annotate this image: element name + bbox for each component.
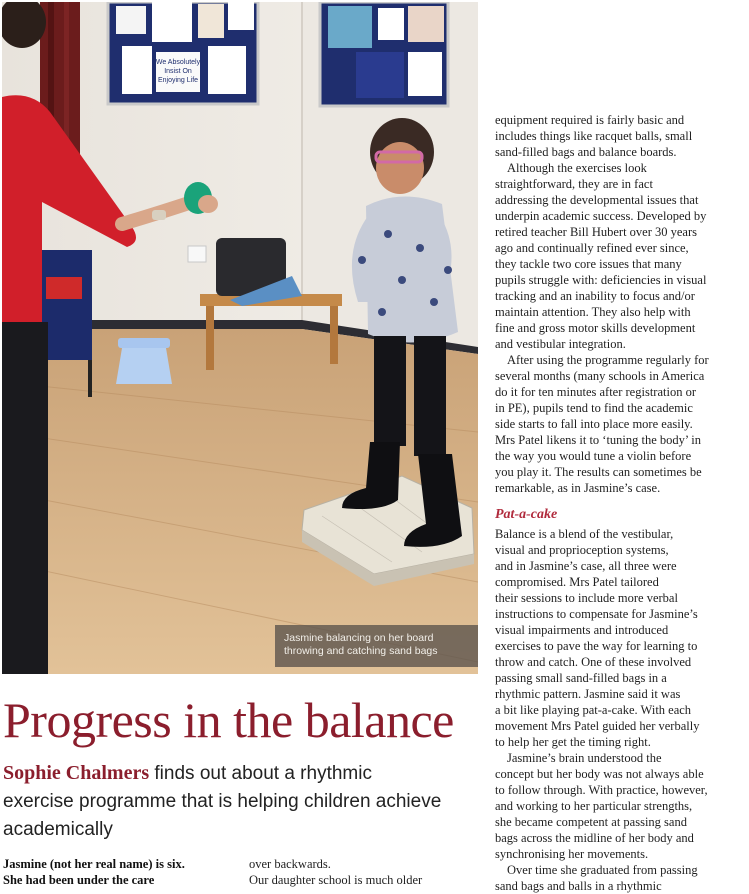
body-line: addressing the developmental issues that — [495, 193, 699, 207]
body-line: retired teacher Bill Hubert over 30 years — [495, 225, 697, 239]
body-line: instructions to compensate for Jasmine’s — [495, 607, 698, 621]
intro-line: Jasmine (not her real name) is six. — [3, 857, 185, 871]
body-line: exercises to pave the way for learning to — [495, 639, 698, 653]
body-line: tracking and an inability to focus and/or — [495, 289, 695, 303]
body-column-3 — [495, 112, 727, 894]
paragraph — [495, 112, 727, 160]
body-line: side starts to fall into place more easily. — [495, 417, 693, 431]
body-line: and vestibular integration. — [495, 337, 626, 351]
standfirst-text: finds out about a rhythmic — [149, 763, 372, 784]
photo-caption — [275, 625, 478, 667]
body-line: over backwards. — [249, 857, 331, 871]
body-line: maintain attention. They also help with — [495, 305, 691, 319]
body-line: throw and catch. One of these involved — [495, 655, 692, 669]
standfirst-text: exercise programme that is helping children achieve — [3, 791, 442, 812]
body-line: Mrs Patel likens it to ‘tuning the body’ in — [495, 433, 701, 447]
paragraph — [495, 862, 727, 894]
poster-text-2: Insist On — [164, 68, 192, 75]
standfirst-text: academically — [3, 819, 113, 840]
body-line: visual impairments and introduced — [495, 623, 669, 637]
body-line: sand-filled bags and balance boards. — [495, 145, 677, 159]
body-line: After using the programme regularly for — [507, 353, 709, 367]
body-line: several months (many schools in America — [495, 369, 705, 383]
poster-text-1: We Absolutely — [155, 59, 201, 66]
body-line: she became competent at passing sand — [495, 815, 687, 829]
paragraph — [495, 526, 727, 750]
classroom-scene-illustration — [2, 2, 478, 674]
body-line: equipment required is fairly basic and — [495, 113, 685, 127]
paragraph — [495, 352, 727, 496]
body-line: rhythmic pattern. Jasmine said it was — [495, 687, 681, 701]
body-line: fine and gross motor skills development — [495, 321, 696, 335]
body-column-2 — [249, 856, 477, 888]
body-line: and in Jasmine’s case, all three were — [495, 559, 677, 573]
section-subheading: Pat-a-cake — [495, 507, 558, 522]
body-line: the way you would tune a violin before — [495, 449, 692, 463]
paragraph — [495, 750, 727, 862]
body-line: concept but her body was not always able — [495, 767, 704, 781]
body-line: compromised. Mrs Patel tailored — [495, 575, 659, 589]
author-name: Sophie Chalmers — [3, 762, 150, 784]
article-standfirst — [3, 759, 478, 844]
body-line: you play it. The results can sometimes be — [495, 465, 702, 479]
body-line: includes things like racquet balls, small — [495, 129, 693, 143]
body-line: Although the exercises look — [507, 161, 647, 175]
body-line: Balance is a blend of the vestibular, — [495, 527, 674, 541]
intro-line: She had been under the care — [3, 873, 155, 887]
body-line: in PE), pupils tend to find the academic — [495, 401, 693, 415]
body-line: remarkable, as in Jasmine’s case. — [495, 481, 661, 495]
body-line: Over time she graduated from passing — [507, 863, 698, 877]
body-column-1 — [3, 856, 243, 888]
body-line: movement Mrs Patel guided her verbally — [495, 719, 700, 733]
body-line: Our daughter school is much older — [249, 873, 423, 887]
body-line: ago and continually refined ever since, — [495, 241, 689, 255]
caption-line: throwing and catching sand bags — [284, 645, 438, 657]
body-line: they tackle two core issues that many — [495, 257, 682, 271]
body-line: and working to her particular strengths, — [495, 799, 693, 813]
body-line: Jasmine’s brain understood the — [507, 751, 662, 765]
body-line: to help her get the timing right. — [495, 735, 651, 749]
body-line: sand bags and balls in a rhythmic — [495, 879, 662, 893]
body-line: their sessions to include more verbal — [495, 591, 678, 605]
body-line: do it for ten minutes after registration or — [495, 385, 696, 399]
article-headline: Progress in the balance — [3, 692, 454, 748]
caption-line: Jasmine balancing on her board — [284, 632, 434, 644]
body-line: to follow through. With practice, however, — [495, 783, 708, 797]
body-line: bags across the midline of her body and — [495, 831, 694, 845]
body-line: a bit like playing pat-a-cake. With each — [495, 703, 692, 717]
body-line: pupils struggle with: deficiencies in visual — [495, 273, 707, 287]
poster-text-3: Enjoying Life — [157, 77, 199, 84]
body-line: straightforward, they are in fact — [495, 177, 653, 191]
body-line: synchronising her movements. — [495, 847, 649, 861]
body-line: visual and proprioception systems, — [495, 543, 669, 557]
body-line: passing small sand-filled bags in a — [495, 671, 667, 685]
paragraph — [495, 160, 727, 352]
article-photo — [2, 2, 478, 674]
body-line: underpin academic success. Developed by — [495, 209, 707, 223]
